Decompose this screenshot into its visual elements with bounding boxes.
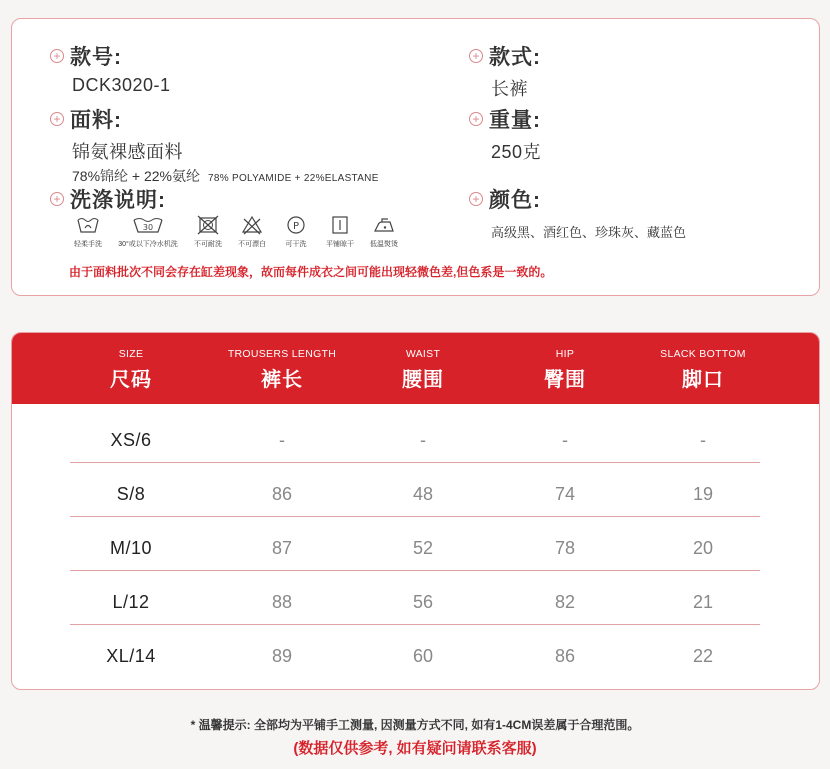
care-caption: 平铺晾干	[326, 241, 354, 248]
column-header-cn: 脚口	[682, 369, 724, 391]
measurement-cell: 86	[271, 484, 293, 504]
care-caption: 不可漂白	[238, 241, 266, 248]
measurement-cell: 56	[412, 592, 434, 612]
column-header-cn: 尺码	[110, 369, 152, 391]
wash-30-badge: 30	[142, 223, 154, 232]
measurement-cell: -	[700, 430, 706, 450]
care-caption: 不可耐洗	[194, 241, 222, 248]
size-cell: XS/6	[110, 430, 152, 450]
fabric-composition-en: 78% POLYAMIDE + 22%ELASTANE	[208, 173, 379, 184]
care-item	[112, 214, 184, 249]
color-label: 颜色:	[489, 189, 541, 212]
care-item	[188, 214, 228, 249]
size-table-header	[12, 333, 819, 404]
care-item	[276, 214, 316, 249]
measurement-cell: 20	[692, 538, 714, 558]
measurement-cell: 86	[554, 646, 576, 666]
column-header-en: WAIST	[405, 348, 441, 360]
column-header-en: HIP	[555, 348, 575, 360]
no-bleach-icon	[241, 214, 263, 236]
color-variance-note: 由于面料批次不同会存在缸差现象，故而每件成衣之间可能出现轻微色差,但色系是一致的。	[69, 265, 553, 279]
style-type-field	[469, 43, 541, 101]
row-divider	[70, 516, 760, 517]
care-caption: 轻柔手洗	[74, 241, 102, 248]
fabric-field	[50, 106, 379, 186]
table-row	[70, 629, 760, 684]
product-info-card	[11, 18, 820, 296]
measurement-cell: 48	[412, 484, 434, 504]
measurement-cell: 82	[554, 592, 576, 612]
care-caption: 30°或以下冷水机洗	[118, 241, 178, 248]
dry-clean-p-icon	[285, 214, 307, 236]
column-header-en: SIZE	[118, 348, 144, 360]
style-type-value: 长裤	[491, 79, 528, 99]
gentle-wash-icon	[76, 214, 100, 236]
column-header-en: TROUSERS LENGTH	[227, 348, 337, 360]
flat-dry-icon	[330, 214, 350, 236]
measurement-cell: 74	[554, 484, 576, 504]
style-number-label: 款号:	[70, 46, 122, 69]
style-number-value: DCK3020-1	[72, 75, 171, 95]
fabric-composition	[72, 166, 379, 186]
column-header-length	[202, 333, 362, 404]
weight-field	[469, 106, 541, 164]
measurement-cell: -	[420, 430, 426, 450]
weight-label: 重量:	[489, 109, 541, 132]
measurement-cell: 89	[271, 646, 293, 666]
measurement-cell: 88	[271, 592, 293, 612]
plus-circle-icon: +	[469, 112, 483, 126]
care-field	[50, 186, 166, 212]
reference-disclaimer: (数据仅供参考, 如有疑问请联系客服)	[293, 740, 537, 757]
row-divider	[70, 624, 760, 625]
size-cell: M/10	[109, 538, 153, 558]
care-label: 洗涤说明:	[70, 189, 166, 212]
column-header-size	[51, 333, 211, 404]
measurement-cell: 21	[692, 592, 714, 612]
size-cell: S/8	[116, 484, 146, 504]
column-header-cn: 裤长	[261, 369, 303, 391]
column-header-hip	[485, 333, 645, 404]
care-caption: 可干洗	[285, 241, 307, 248]
size-chart-card	[11, 332, 820, 690]
table-row	[70, 521, 760, 576]
plus-circle-icon: +	[469, 192, 483, 206]
no-dryer-icon	[197, 214, 219, 236]
care-item	[364, 214, 404, 249]
fabric-composition-cn: 78%锦纶 + 22%氨纶	[72, 168, 200, 184]
style-type-label: 款式:	[489, 46, 541, 69]
column-header-waist	[343, 333, 503, 404]
table-row	[70, 413, 760, 468]
care-instructions	[68, 214, 404, 249]
column-header-en: SLACK BOTTOM	[660, 348, 746, 360]
column-header-slack-bottom	[623, 333, 783, 404]
measurement-cell: 78	[554, 538, 576, 558]
column-header-cn: 腰围	[402, 369, 444, 391]
plus-circle-icon: +	[50, 112, 64, 126]
measurement-cell: 52	[412, 538, 434, 558]
table-row	[70, 575, 760, 630]
plus-circle-icon: +	[50, 192, 64, 206]
measurement-tip: * 温馨提示: 全部均为平铺手工测量, 因测量方式不同, 如有1-4CM误差属于合理范围。	[190, 718, 640, 732]
plus-circle-icon: +	[469, 49, 483, 63]
care-item	[232, 214, 272, 249]
fabric-label: 面料:	[70, 109, 122, 132]
style-number-field	[50, 43, 171, 96]
measurement-cell: -	[562, 430, 568, 450]
weight-value: 250克	[491, 142, 542, 162]
care-item	[320, 214, 360, 249]
column-header-cn: 臀围	[544, 369, 586, 391]
measurement-cell: 22	[692, 646, 714, 666]
size-cell: XL/14	[106, 646, 156, 666]
measurement-cell: 87	[271, 538, 293, 558]
care-item	[68, 214, 108, 249]
care-caption: 低温熨烫	[370, 241, 398, 248]
fabric-value: 锦氨裸感面料	[72, 142, 183, 162]
dry-clean-badge: P	[292, 221, 300, 232]
measurement-cell: 19	[692, 484, 714, 504]
plus-circle-icon: +	[50, 49, 64, 63]
color-field	[469, 186, 686, 241]
low-iron-icon	[372, 214, 396, 236]
wash-30-icon	[132, 214, 164, 236]
row-divider	[70, 462, 760, 463]
size-cell: L/12	[112, 592, 150, 612]
measurement-cell: 60	[412, 646, 434, 666]
table-row	[70, 467, 760, 522]
color-value: 高级黑、酒红色、珍珠灰、藏蓝色	[491, 225, 687, 240]
measurement-cell: -	[279, 430, 285, 450]
row-divider	[70, 570, 760, 571]
